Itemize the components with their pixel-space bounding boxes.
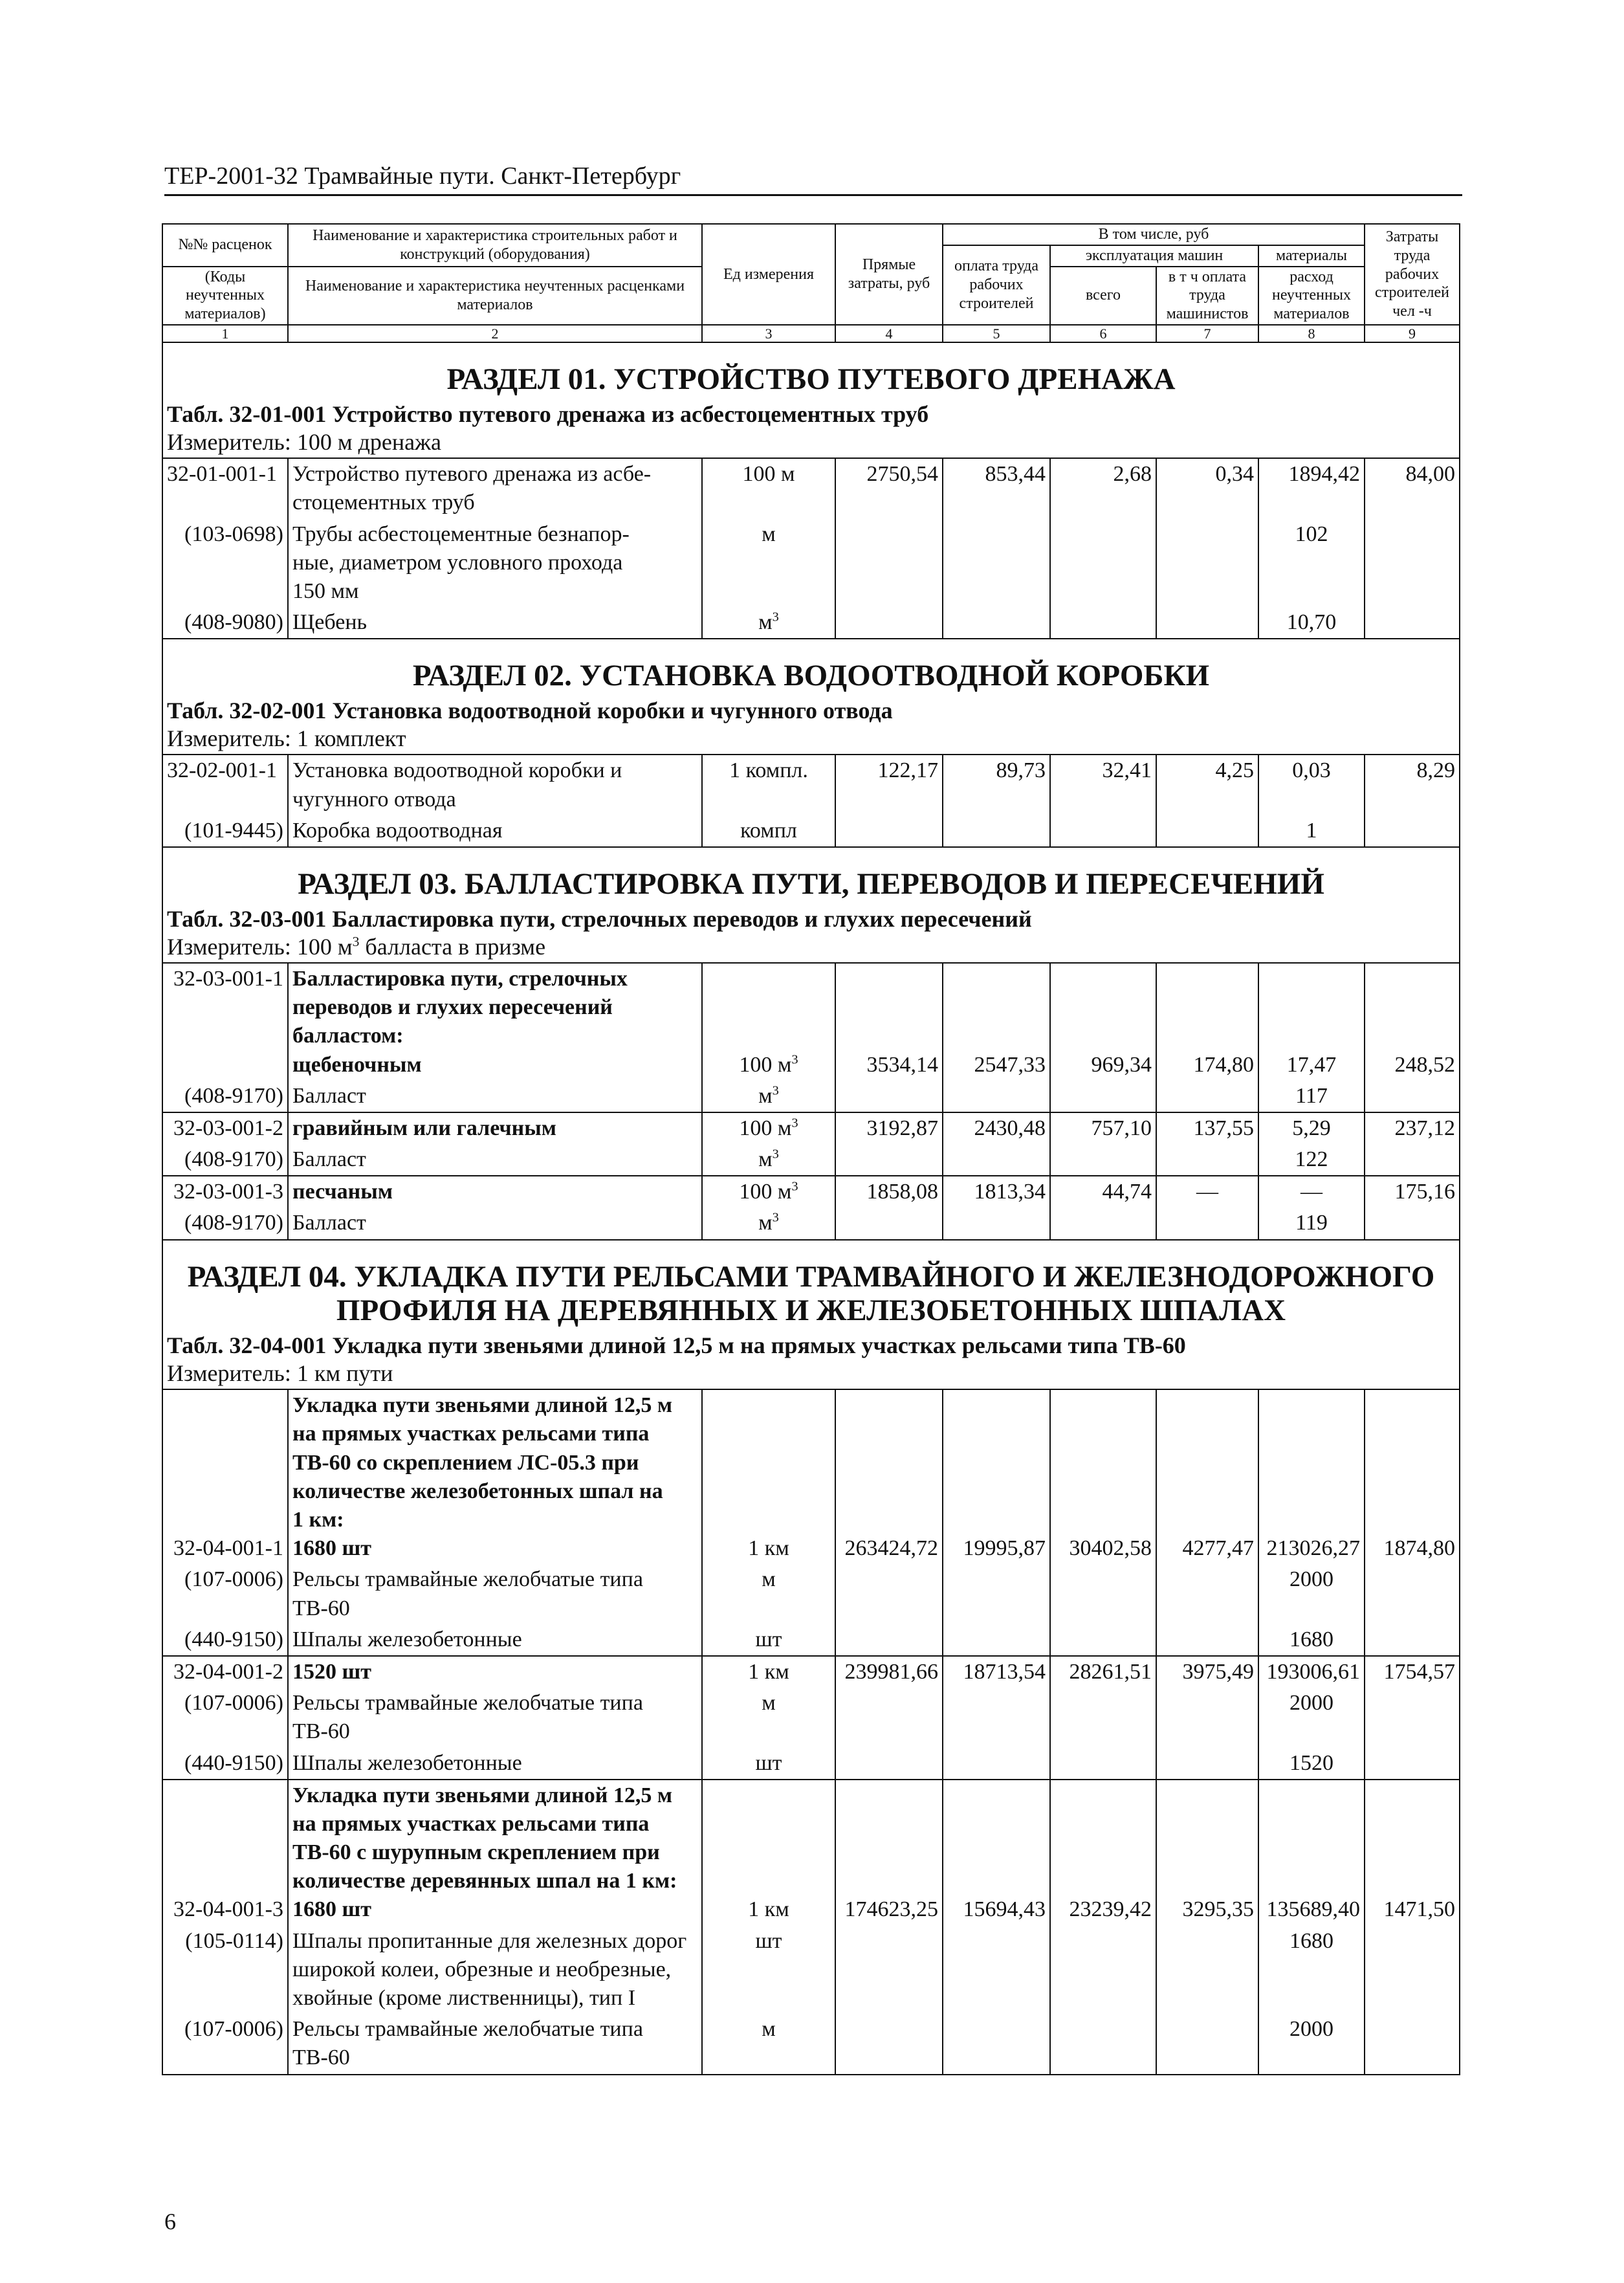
price-table: [162, 223, 1460, 2075]
machines-total: 44,74: [1050, 1176, 1156, 1208]
labor-hours: 175,16: [1365, 1176, 1460, 1208]
work-name: Балластировка пути, стрелочных переводов и глухих пересечений балластом: щебеночным: [288, 963, 702, 1081]
material-row: [162, 1926, 1460, 2014]
unit-of-measure: Измеритель: 1 комплект: [167, 725, 406, 752]
header-labor: Затраты труда рабочих строителей чел -ч: [1365, 224, 1460, 325]
direct-costs: 174623,25: [835, 1780, 943, 1926]
material-unit: шт: [702, 1748, 835, 1780]
material-quantity: 1680: [1258, 1624, 1365, 1656]
unit: 100 $м^3$: [702, 963, 835, 1081]
work-name: Укладка пути звеньями длиной 12,5 м на прямых участках рельсами типа ТВ-60 со скреплением ЛС-05.3 при количестве железобетонных шпал на 1 км: 1680 шт: [288, 1389, 702, 1564]
material-quantity: 10,70: [1258, 607, 1365, 639]
labor-hours: 1874,80: [1365, 1389, 1460, 1564]
machines-total: 757,10: [1050, 1112, 1156, 1144]
material-row: [162, 1688, 1460, 1747]
material-unit: шт: [702, 1926, 835, 2014]
labor-pay: 18713,54: [943, 1656, 1050, 1688]
table-title: Табл. 32-03-001 Балластировка пути, стрелочных переводов и глухих пересечений: [167, 905, 1032, 932]
direct-costs: 3534,14: [835, 963, 943, 1081]
machines-total: 969,34: [1050, 963, 1156, 1081]
table-row: [162, 458, 1460, 518]
table-title: Табл. 32-02-001 Установка водоотводной коробки и чугунного отвода: [167, 698, 893, 724]
column-number: 4: [835, 325, 943, 342]
unit-of-measure: Измеритель: 100 $м^3$ балласта в призме: [167, 933, 546, 960]
labor-hours: 8,29: [1365, 755, 1460, 815]
section-title: РАЗДЕЛ 04. УКЛАДКА ПУТИ РЕЛЬСАМИ ТРАМВАЙНОГО И ЖЕЛЕЗНОДОРОЖНОГО ПРОФИЛЯ НА ДЕРЕВЯННЫХ И ЖЕЛЕЗОБЕТОННЫХ ШПАЛАХ: [187, 1259, 1435, 1328]
unit: 1 км: [702, 1780, 835, 1926]
header-name-materials: Наименование и характеристика неучтенных расценками материалов: [288, 267, 702, 325]
unit: 1 км: [702, 1656, 835, 1688]
header-labor-pay: оплата труда рабочих строителей: [943, 245, 1050, 325]
direct-costs: 2750,54: [835, 458, 943, 518]
table-row: [162, 1780, 1460, 1926]
machinists-pay: 3975,49: [1156, 1656, 1258, 1688]
table-title: Табл. 32-01-001 Устройство путевого дренажа из асбестоцементных труб: [167, 401, 929, 427]
materials: 1894,42: [1258, 458, 1365, 518]
unit: 100 $м^3$: [702, 1112, 835, 1144]
unit-of-measure: Измеритель: 1 км пути: [167, 1360, 393, 1387]
material-row: [162, 607, 1460, 639]
machinists-pay: 3295,35: [1156, 1780, 1258, 1926]
material-name: Рельсы трамвайные желобчатые типа ТВ-60: [288, 1688, 702, 1747]
material-quantity: 2000: [1258, 1688, 1365, 1747]
material-unit: $м^3$: [702, 1144, 835, 1176]
material-quantity: 2000: [1258, 1564, 1365, 1624]
material-name: Шпалы железобетонные: [288, 1624, 702, 1656]
material-code: (408-9080): [162, 607, 288, 639]
header-machinists-pay: в т ч оплата труда машинистов: [1156, 267, 1258, 325]
rate-code: 32-04-001-1: [162, 1389, 288, 1564]
unit: 1 компл.: [702, 755, 835, 815]
rate-code: 32-03-001-2: [162, 1112, 288, 1144]
table-title: Табл. 32-04-001 Укладка пути звеньями длиной 12,5 м на прямых участках рельсами типа ТВ-60: [167, 1332, 1186, 1358]
page-number: 6: [164, 2209, 176, 2234]
labor-hours: 237,12: [1365, 1112, 1460, 1144]
header-including: В том числе, руб: [943, 224, 1365, 245]
labor-pay: 2547,33: [943, 963, 1050, 1081]
section-title: РАЗДЕЛ 03. БАЛЛАСТИРОВКА ПУТИ, ПЕРЕВОДОВ И ПЕРЕСЕЧЕНИЙ: [298, 866, 1324, 901]
header-machines-total: всего: [1050, 267, 1156, 325]
table-header: [162, 224, 1460, 342]
material-unit: м: [702, 519, 835, 608]
material-name: Коробка водоотводная: [288, 815, 702, 847]
material-quantity: 1: [1258, 815, 1365, 847]
materials: 213026,27: [1258, 1389, 1365, 1564]
material-row: [162, 1748, 1460, 1780]
material-row: [162, 1081, 1460, 1112]
header-unit: Ед измерения: [702, 224, 835, 325]
material-unit: компл: [702, 815, 835, 847]
direct-costs: 122,17: [835, 755, 943, 815]
machinists-pay: 4277,47: [1156, 1389, 1258, 1564]
machines-total: 2,68: [1050, 458, 1156, 518]
table-row: [162, 1389, 1460, 1564]
unit: 1 км: [702, 1389, 835, 1564]
work-name: гравийным или галечным: [288, 1112, 702, 1144]
section-01-heading: [162, 342, 1460, 458]
materials: 5,29: [1258, 1112, 1365, 1144]
section-title: РАЗДЕЛ 01. УСТРОЙСТВО ПУТЕВОГО ДРЕНАЖА: [446, 362, 1176, 397]
labor-hours: 248,52: [1365, 963, 1460, 1081]
material-unit: м: [702, 1564, 835, 1624]
material-code: (107-0006): [162, 1688, 288, 1747]
labor-pay: 89,73: [943, 755, 1050, 815]
material-code: (440-9150): [162, 1624, 288, 1656]
material-quantity: 1680: [1258, 1926, 1365, 2014]
material-quantity: 119: [1258, 1208, 1365, 1239]
material-unit: $м^3$: [702, 1081, 835, 1112]
machinists-pay: 4,25: [1156, 755, 1258, 815]
section-title: РАЗДЕЛ 02. УСТАНОВКА ВОДООТВОДНОЙ КОРОБКИ: [412, 659, 1210, 693]
unit: 100 м: [702, 458, 835, 518]
material-quantity: 122: [1258, 1144, 1365, 1176]
material-name: Щебень: [288, 607, 702, 639]
material-quantity: 1520: [1258, 1748, 1365, 1780]
machines-total: 28261,51: [1050, 1656, 1156, 1688]
work-name: Установка водоотводной коробки и чугунного отвода: [288, 755, 702, 815]
material-code: (408-9170): [162, 1081, 288, 1112]
materials: —: [1258, 1176, 1365, 1208]
column-number: 6: [1050, 325, 1156, 342]
material-code: (107-0006): [162, 2014, 288, 2074]
header-name: Наименование и характеристика строительных работ и конструкций (оборудования): [288, 224, 702, 267]
section-02-heading: [162, 639, 1460, 755]
direct-costs: 263424,72: [835, 1389, 943, 1564]
material-row: [162, 815, 1460, 847]
material-unit: м: [702, 1688, 835, 1747]
material-unit: м: [702, 2014, 835, 2074]
labor-pay: 19995,87: [943, 1389, 1050, 1564]
material-unit: $м^3$: [702, 1208, 835, 1239]
labor-pay: 1813,34: [943, 1176, 1050, 1208]
labor-hours: 1471,50: [1365, 1780, 1460, 1926]
material-name: Трубы асбестоцементные безнапор- ные, диаметром условного прохода 150 мм: [288, 519, 702, 608]
material-row: [162, 519, 1460, 608]
material-quantity: 2000: [1258, 2014, 1365, 2074]
material-name: Рельсы трамвайные желобчатые типа ТВ-60: [288, 2014, 702, 2074]
material-name: Шпалы железобетонные: [288, 1748, 702, 1780]
rate-code: 32-02-001-1: [162, 755, 288, 815]
column-number: 2: [288, 325, 702, 342]
column-number: 8: [1258, 325, 1365, 342]
work-name: 1520 шт: [288, 1656, 702, 1688]
document-title: ТЕР-2001-32 Трамвайные пути. Санкт-Петербург: [164, 162, 681, 190]
header-code: №№ расценок: [162, 224, 288, 267]
material-name: Балласт: [288, 1208, 702, 1239]
machinists-pay: 174,80: [1156, 963, 1258, 1081]
unit: 100 $м^3$: [702, 1176, 835, 1208]
material-row: [162, 1208, 1460, 1239]
header-code-materials: (Коды неучтенных материалов): [162, 267, 288, 325]
direct-costs: 3192,87: [835, 1112, 943, 1144]
material-quantity: 117: [1258, 1081, 1365, 1112]
material-row: [162, 2014, 1460, 2074]
labor-pay: 853,44: [943, 458, 1050, 518]
work-name: Укладка пути звеньями длиной 12,5 м на прямых участках рельсами типа ТВ-60 с шурупным скреплением при количестве деревянных шпал на 1 км: 1680 шт: [288, 1780, 702, 1926]
table-row: [162, 1112, 1460, 1144]
material-row: [162, 1144, 1460, 1176]
unit-of-measure: Измеритель: 100 м дренажа: [167, 429, 442, 456]
direct-costs: 239981,66: [835, 1656, 943, 1688]
machinists-pay: —: [1156, 1176, 1258, 1208]
labor-pay: 15694,43: [943, 1780, 1050, 1926]
column-numbers-row: [162, 325, 1460, 342]
column-number: 5: [943, 325, 1050, 342]
material-unit: шт: [702, 1624, 835, 1656]
labor-hours: 84,00: [1365, 458, 1460, 518]
material-row: [162, 1564, 1460, 1624]
section-04-heading: [162, 1240, 1460, 1390]
material-name: Балласт: [288, 1144, 702, 1176]
header-direct-costs: Прямые затраты, руб: [835, 224, 943, 325]
material-code: (440-9150): [162, 1748, 288, 1780]
header-machines: эксплуатация машин: [1050, 245, 1258, 267]
labor-pay: 2430,48: [943, 1112, 1050, 1144]
table-row: [162, 963, 1460, 1081]
section-03-heading: [162, 847, 1460, 963]
labor-hours: 1754,57: [1365, 1656, 1460, 1688]
table-row: [162, 1176, 1460, 1208]
materials: 0,03: [1258, 755, 1365, 815]
machines-total: 30402,58: [1050, 1389, 1156, 1564]
table-row: [162, 755, 1460, 815]
material-code: (103-0698): [162, 519, 288, 608]
machinists-pay: 0,34: [1156, 458, 1258, 518]
work-name: Устройство путевого дренажа из асбе- стоцементных труб: [288, 458, 702, 518]
materials: 17,47: [1258, 963, 1365, 1081]
header-materials-use: расход неучтенных материалов: [1258, 267, 1365, 325]
rate-code: 32-04-001-3: [162, 1780, 288, 1926]
material-code: (408-9170): [162, 1144, 288, 1176]
header-materials: материалы: [1258, 245, 1365, 267]
materials: 193006,61: [1258, 1656, 1365, 1688]
column-number: 1: [162, 325, 288, 342]
rate-code: 32-01-001-1: [162, 458, 288, 518]
material-code: (101-9445): [162, 815, 288, 847]
price-table-container: [162, 223, 1459, 2075]
column-number: 3: [702, 325, 835, 342]
work-name: песчаным: [288, 1176, 702, 1208]
material-name: Шпалы пропитанные для железных дорог широкой колеи, обрезные и необрезные, хвойные (кроме лиственницы), тип I: [288, 1926, 702, 2014]
material-code: (408-9170): [162, 1208, 288, 1239]
rate-code: 32-03-001-3: [162, 1176, 288, 1208]
machines-total: 23239,42: [1050, 1780, 1156, 1926]
material-name: Балласт: [288, 1081, 702, 1112]
materials: 135689,40: [1258, 1780, 1365, 1926]
column-number: 9: [1365, 325, 1460, 342]
rate-code: 32-04-001-2: [162, 1656, 288, 1688]
material-code: (105-0114): [162, 1926, 288, 2014]
material-code: (107-0006): [162, 1564, 288, 1624]
material-row: [162, 1624, 1460, 1656]
material-unit: $м^3$: [702, 607, 835, 639]
material-name: Рельсы трамвайные желобчатые типа ТВ-60: [288, 1564, 702, 1624]
machines-total: 32,41: [1050, 755, 1156, 815]
material-quantity: 102: [1258, 519, 1365, 608]
title-divider: [164, 194, 1462, 196]
direct-costs: 1858,08: [835, 1176, 943, 1208]
table-row: [162, 1656, 1460, 1688]
column-number: 7: [1156, 325, 1258, 342]
rate-code: 32-03-001-1: [162, 963, 288, 1081]
machinists-pay: 137,55: [1156, 1112, 1258, 1144]
